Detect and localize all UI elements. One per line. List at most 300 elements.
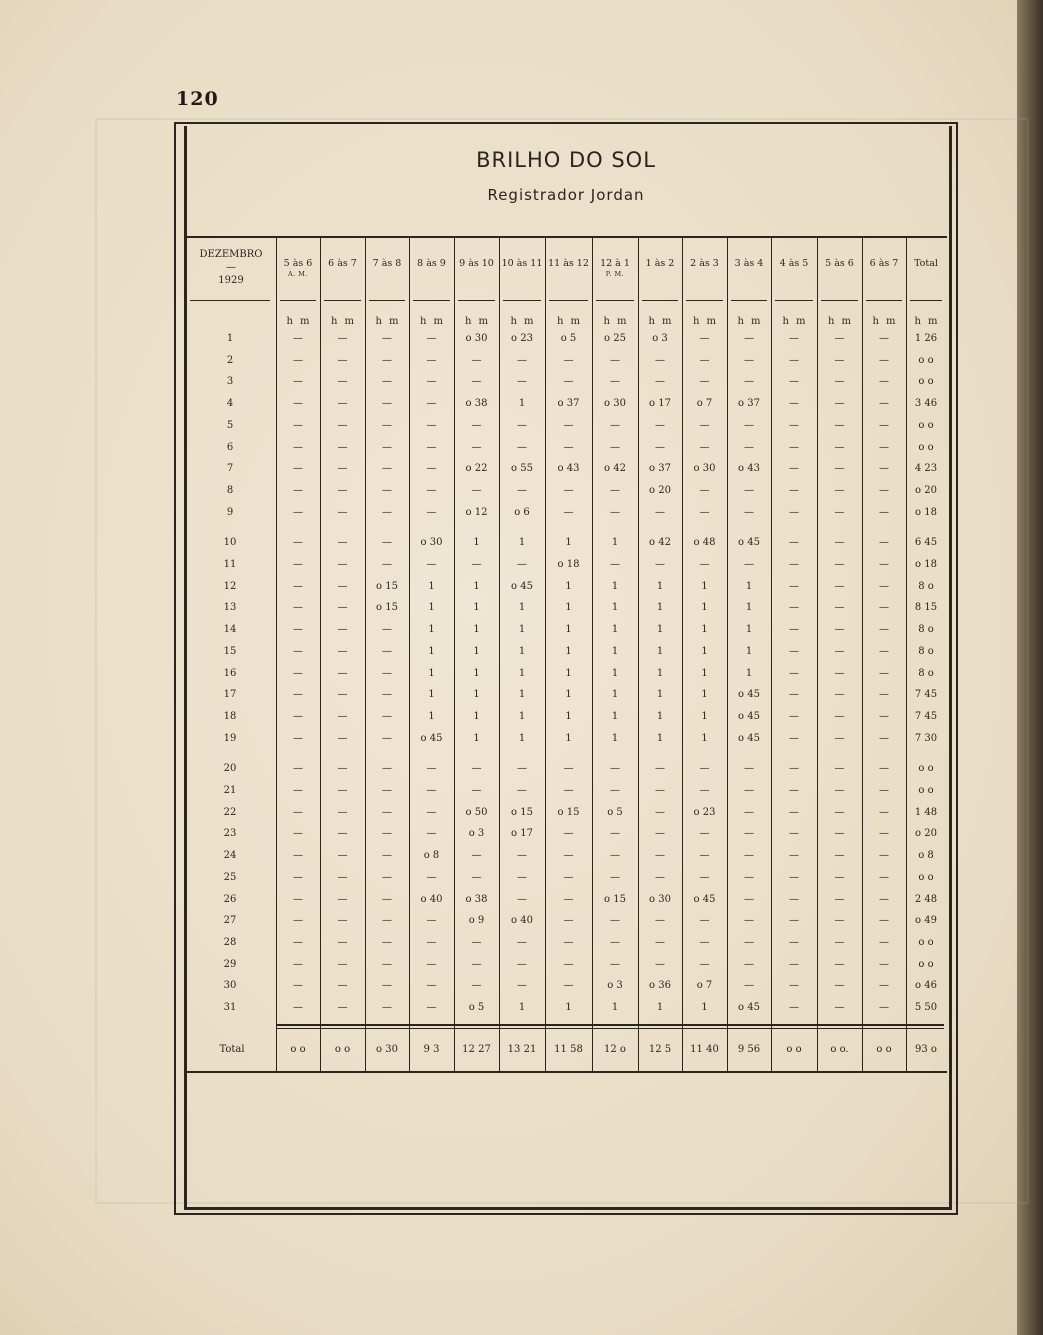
table-cell: — <box>699 936 710 948</box>
table-cell: 2 48 <box>914 893 938 905</box>
table-cell: — <box>471 441 482 453</box>
table-cell: 1 <box>565 689 572 701</box>
table-cell: — <box>426 506 437 518</box>
table-cell: — <box>293 763 303 775</box>
table-cell: — <box>789 354 799 366</box>
table-cell: o o <box>918 441 934 453</box>
table-cell: o 6 <box>514 506 530 518</box>
table-cell: — <box>699 915 710 927</box>
table-cell: o 55 <box>511 463 533 475</box>
table-cell: — <box>834 915 845 927</box>
table-cell: — <box>382 710 392 722</box>
table-cell: — <box>517 559 527 570</box>
table-cell: 5 50 <box>914 1002 938 1013</box>
table-cell: 1 <box>473 689 480 701</box>
table-cell: — <box>293 484 303 496</box>
table-cell: — <box>744 958 754 970</box>
table-cell: — <box>834 980 845 992</box>
table-cell: — <box>834 506 845 518</box>
table-cell: 1 <box>745 624 753 636</box>
table-cell: — <box>293 624 303 636</box>
table-cell: — <box>293 333 303 344</box>
table-cell: — <box>789 763 799 775</box>
table-cell: — <box>879 419 889 431</box>
table-cell: — <box>834 1002 845 1013</box>
table-cell: — <box>337 806 348 818</box>
total-cell: 13 21 <box>507 1044 537 1055</box>
table-cell: — <box>471 958 482 970</box>
table-cell: — <box>834 602 845 614</box>
column-header-rule <box>324 300 361 301</box>
table-cell: o 23 <box>511 333 533 344</box>
table-cell: — <box>382 463 392 475</box>
unit-label: h m <box>692 316 717 327</box>
table-cell: — <box>337 580 348 592</box>
table-cell: — <box>834 689 845 701</box>
table-cell: — <box>517 980 527 992</box>
table-cell: — <box>744 419 754 431</box>
table-cell: — <box>789 602 799 614</box>
table-cell: — <box>426 828 437 840</box>
table-cell: — <box>699 419 710 431</box>
table-cell: o 7 <box>696 398 713 410</box>
table-cell: — <box>382 980 392 992</box>
table-cell: o 38 <box>465 398 488 410</box>
table-cell: o 17 <box>511 828 533 840</box>
table-cell: — <box>744 333 754 344</box>
table-cell: o o <box>918 958 934 970</box>
table-cell: — <box>879 463 889 475</box>
table-cell: — <box>744 484 754 496</box>
table-cell: — <box>471 484 482 496</box>
table-cell: 1 <box>656 602 664 614</box>
table-cell: — <box>879 645 889 657</box>
table-cell: 1 <box>656 580 664 592</box>
table-cell: — <box>744 376 754 388</box>
column-header-rule <box>686 300 723 301</box>
column-header <box>545 258 592 269</box>
total-cell: 11 40 <box>690 1044 719 1055</box>
table-cell: — <box>382 559 392 570</box>
table-cell: — <box>744 915 754 927</box>
table-cell: — <box>293 785 303 796</box>
table-cell: — <box>293 732 303 744</box>
column-header <box>862 258 906 269</box>
table-cell: — <box>789 376 799 388</box>
table-cell: — <box>517 763 527 775</box>
table-cell: — <box>337 667 348 679</box>
table-cell: 1 <box>565 645 572 657</box>
table-cell: — <box>879 484 889 496</box>
table-bottom-rule <box>186 1071 947 1073</box>
column-header-label: 6 às 7 <box>869 258 899 269</box>
column-header <box>906 258 946 269</box>
table-cell: — <box>471 419 482 431</box>
table-cell: — <box>563 893 574 905</box>
table-cell: — <box>789 580 799 592</box>
unit-label: h m <box>375 316 399 327</box>
table-cell: — <box>382 354 392 366</box>
table-cell: — <box>879 559 889 570</box>
table-cell: 8 15 <box>914 602 938 614</box>
table-cell: — <box>337 333 348 344</box>
table-cell: — <box>834 376 845 388</box>
table-cell: o 45 <box>738 1002 760 1013</box>
table-cell: — <box>699 871 710 883</box>
table-cell: — <box>563 980 574 992</box>
column-header <box>817 258 862 269</box>
day-number: 9 <box>226 506 234 518</box>
table-cell: — <box>517 893 527 905</box>
table-cell: 1 <box>611 667 619 679</box>
table-cell: 1 <box>656 667 664 679</box>
column-header-rule <box>775 300 813 301</box>
day-number: 30 <box>223 980 237 992</box>
total-cell: 12 5 <box>648 1044 672 1055</box>
table-cell: — <box>563 441 574 453</box>
table-cell: — <box>879 732 889 744</box>
table-cell: — <box>471 785 482 796</box>
table-cell: — <box>655 871 665 883</box>
table-cell: 1 <box>656 732 664 744</box>
table-cell: — <box>744 785 754 796</box>
table-cell: — <box>293 559 303 570</box>
table-cell: 1 <box>611 732 619 744</box>
column-header <box>365 258 409 269</box>
table-cell: — <box>293 936 303 948</box>
table-cell: — <box>789 624 799 636</box>
table-cell: — <box>655 806 665 818</box>
table-cell: — <box>789 806 799 818</box>
table-cell: — <box>337 871 348 883</box>
table-cell: o 45 <box>738 710 760 722</box>
table-cell: — <box>834 441 845 453</box>
table-cell: — <box>744 850 754 862</box>
table-cell: — <box>610 763 620 775</box>
table-cell: o 17 <box>649 398 671 410</box>
table-cell: — <box>655 763 665 775</box>
table-cell: o o <box>918 376 934 388</box>
table-cell: 1 <box>656 689 664 701</box>
table-cell: 1 <box>611 537 619 549</box>
table-cell: 1 <box>565 667 572 679</box>
column-header-rule <box>866 300 902 301</box>
table-cell: o 45 <box>693 893 716 905</box>
unit-label: h m <box>914 316 938 327</box>
table-cell: — <box>879 980 889 992</box>
table-cell: — <box>426 958 437 970</box>
table-cell: — <box>655 559 665 570</box>
table-cell: — <box>517 419 527 431</box>
table-cell: — <box>337 559 348 570</box>
unit-label: h m <box>510 316 534 327</box>
day-number: 26 <box>223 893 237 905</box>
table-cell: — <box>293 441 303 453</box>
table-cell: — <box>517 871 527 883</box>
table-cell: o 12 <box>465 506 488 518</box>
table-cell: 1 <box>518 624 526 636</box>
table-cell: — <box>337 463 348 475</box>
table-cell: 7 45 <box>914 710 938 722</box>
column-header <box>499 258 545 269</box>
table-cell: — <box>382 537 392 549</box>
table-cell: — <box>293 806 303 818</box>
table-cell: — <box>563 376 574 388</box>
table-cell: — <box>789 958 799 970</box>
table-cell: — <box>834 893 845 905</box>
table-cell: — <box>744 354 754 366</box>
table-cell: o 49 <box>915 915 937 927</box>
table-cell: — <box>789 1002 799 1013</box>
table-cell: — <box>879 958 889 970</box>
table-cell: o 3 <box>607 980 623 992</box>
table-cell: — <box>789 893 799 905</box>
table-cell: — <box>337 441 348 453</box>
table-cell: — <box>789 915 799 927</box>
table-cell: — <box>610 871 620 883</box>
column-header <box>320 258 365 269</box>
unit-label: h m <box>737 316 761 327</box>
table-cell: — <box>382 958 392 970</box>
table-cell: 1 <box>656 645 664 657</box>
table-cell: — <box>789 785 799 796</box>
table-cell: — <box>382 376 392 388</box>
table-cell: — <box>337 893 348 905</box>
table-cell: — <box>834 871 845 883</box>
table-cell: — <box>834 732 845 744</box>
table-cell: 1 <box>473 645 480 657</box>
table-cell: — <box>337 763 348 775</box>
table-cell: 1 <box>611 645 619 657</box>
total-cell: o o <box>786 1044 802 1055</box>
table-cell: — <box>563 506 574 518</box>
day-number: 13 <box>223 602 237 614</box>
totals-divider-bottom <box>276 1028 944 1029</box>
page-subtitle: Registrador Jordan <box>487 186 645 204</box>
table-cell: — <box>426 398 437 410</box>
table-cell: 1 <box>473 580 480 592</box>
table-cell: — <box>834 484 845 496</box>
column-header-label: 7 às 8 <box>372 258 402 269</box>
table-cell: 1 <box>701 580 708 592</box>
table-cell: — <box>789 333 799 344</box>
column-header-rule <box>458 300 495 301</box>
table-cell: — <box>879 893 889 905</box>
table-cell: — <box>293 871 303 883</box>
table-cell: — <box>879 667 889 679</box>
table-cell: 1 <box>701 689 708 701</box>
table-cell: — <box>517 354 527 366</box>
day-number: 18 <box>223 710 237 722</box>
table-cell: 8 o <box>918 624 934 636</box>
table-cell: — <box>382 624 392 636</box>
table-cell: 1 <box>611 710 619 722</box>
day-number: 25 <box>223 871 237 883</box>
table-cell: — <box>699 785 710 796</box>
table-cell: — <box>655 828 665 840</box>
total-cell: o o <box>876 1044 892 1055</box>
table-cell: — <box>382 915 392 927</box>
table-cell: — <box>699 559 710 570</box>
table-cell: — <box>834 537 845 549</box>
table-cell: — <box>655 376 665 388</box>
table-cell: — <box>834 806 845 818</box>
table-cell: 1 <box>518 710 526 722</box>
table-cell: — <box>655 506 665 518</box>
unit-label: h m <box>603 316 627 327</box>
column-header-label: 12 à 1 <box>600 258 630 269</box>
table-cell: — <box>517 376 527 388</box>
table-cell: — <box>789 828 799 840</box>
table-cell: o 15 <box>376 602 398 614</box>
table-cell: — <box>426 915 437 927</box>
table-cell: — <box>879 580 889 592</box>
table-cell: — <box>789 689 799 701</box>
table-cell: 1 <box>701 732 708 744</box>
table-cell: — <box>563 850 574 862</box>
table-cell: 1 <box>518 732 526 744</box>
table-cell: 1 <box>565 1002 572 1013</box>
table-cell: o 38 <box>465 893 488 905</box>
table-cell: 7 30 <box>914 732 938 744</box>
table-cell: 1 <box>656 710 664 722</box>
table-cell: — <box>382 398 392 410</box>
table-cell: — <box>655 354 665 366</box>
table-cell: o o <box>918 936 934 948</box>
table-cell: — <box>337 645 348 657</box>
table-cell: — <box>563 354 574 366</box>
table-cell: — <box>655 958 665 970</box>
day-number: 3 <box>226 376 234 388</box>
table-cell: 1 <box>473 667 480 679</box>
table-cell: — <box>471 376 482 388</box>
month-label: DEZEMBRO <box>199 249 263 260</box>
table-cell: — <box>789 484 799 496</box>
table-cell: — <box>610 441 620 453</box>
table-cell: — <box>834 710 845 722</box>
table-cell: — <box>426 871 437 883</box>
table-cell: — <box>655 936 665 948</box>
table-cell: 1 <box>518 537 526 549</box>
table-cell: — <box>744 893 754 905</box>
table-cell: o o <box>918 419 934 431</box>
table-cell: o 43 <box>557 463 580 475</box>
year-label: 1929 <box>218 275 244 286</box>
column-header-label: 1 às 2 <box>645 258 675 269</box>
day-number: 23 <box>223 828 237 840</box>
column-header-label: 8 às 9 <box>417 258 446 269</box>
table-cell: — <box>834 850 845 862</box>
unit-label: h m <box>872 316 896 327</box>
table-cell: o 25 <box>604 333 626 344</box>
table-cell: 1 48 <box>914 806 938 818</box>
column-header-label: 3 às 4 <box>734 258 764 269</box>
table-cell: o 48 <box>693 537 716 549</box>
table-cell: — <box>426 441 437 453</box>
table-cell: 1 <box>565 624 572 636</box>
table-cell: — <box>610 785 620 796</box>
table-cell: — <box>610 936 620 948</box>
table-cell: 1 <box>701 624 708 636</box>
table-cell: — <box>382 645 392 657</box>
table-cell: — <box>382 333 392 344</box>
column-header-rule <box>642 300 678 301</box>
table-cell: — <box>426 980 437 992</box>
total-cell: o o. <box>830 1044 849 1055</box>
table-cell: 1 <box>656 1002 664 1013</box>
day-number: 17 <box>223 689 237 701</box>
column-header-label: Total <box>914 258 938 269</box>
table-cell: — <box>834 398 845 410</box>
table-cell: o 8 <box>918 850 934 862</box>
month-header-rule <box>190 300 270 301</box>
table-cell: — <box>789 441 799 453</box>
table-cell: 1 <box>565 580 572 592</box>
table-cell: — <box>382 689 392 701</box>
table-cell: o 20 <box>915 484 937 496</box>
table-cell: 1 <box>701 710 708 722</box>
table-cell: o 20 <box>915 828 937 840</box>
table-cell: — <box>337 785 348 796</box>
table-cell: o 18 <box>915 559 937 570</box>
table-cell: — <box>293 463 303 475</box>
table-cell: — <box>655 441 665 453</box>
table-cell: o 37 <box>738 398 760 410</box>
table-cell: — <box>699 506 710 518</box>
table-cell: — <box>426 559 437 570</box>
unit-label: h m <box>556 316 581 327</box>
column-header-label: 5 às 6 <box>283 258 313 269</box>
table-cell: — <box>879 689 889 701</box>
table-cell: 1 <box>518 645 526 657</box>
table-cell: — <box>699 484 710 496</box>
table-cell: — <box>471 850 482 862</box>
table-cell: — <box>744 763 754 775</box>
unit-label: h m <box>827 316 852 327</box>
table-cell: — <box>337 1002 348 1013</box>
table-cell: o 30 <box>693 463 716 475</box>
table-cell: — <box>517 958 527 970</box>
table-cell: o o <box>918 763 934 775</box>
table-cell: — <box>563 419 574 431</box>
table-cell: o 45 <box>738 689 760 701</box>
table-cell: o 45 <box>738 732 760 744</box>
table-cell: 1 26 <box>914 333 938 344</box>
table-cell: — <box>382 1002 392 1013</box>
table-cell: — <box>789 398 799 410</box>
table-cell: o 15 <box>511 806 533 818</box>
table-cell: o 50 <box>465 806 488 818</box>
table-cell: — <box>879 624 889 636</box>
table-cell: — <box>517 484 527 496</box>
table-cell: o o <box>918 871 934 883</box>
table-cell: — <box>337 689 348 701</box>
table-cell: — <box>293 376 303 388</box>
column-header <box>682 258 727 269</box>
table-cell: — <box>293 689 303 701</box>
table-cell: — <box>789 645 799 657</box>
table-cell: — <box>382 871 392 883</box>
table-cell: — <box>337 506 348 518</box>
table-cell: o 20 <box>649 484 671 496</box>
table-cell: — <box>382 763 392 775</box>
table-cell: — <box>699 850 710 862</box>
table-cell: — <box>337 484 348 496</box>
table-cell: — <box>879 354 889 366</box>
table-cell: — <box>834 936 845 948</box>
table-cell: — <box>382 850 392 862</box>
table-cell: — <box>789 980 799 992</box>
